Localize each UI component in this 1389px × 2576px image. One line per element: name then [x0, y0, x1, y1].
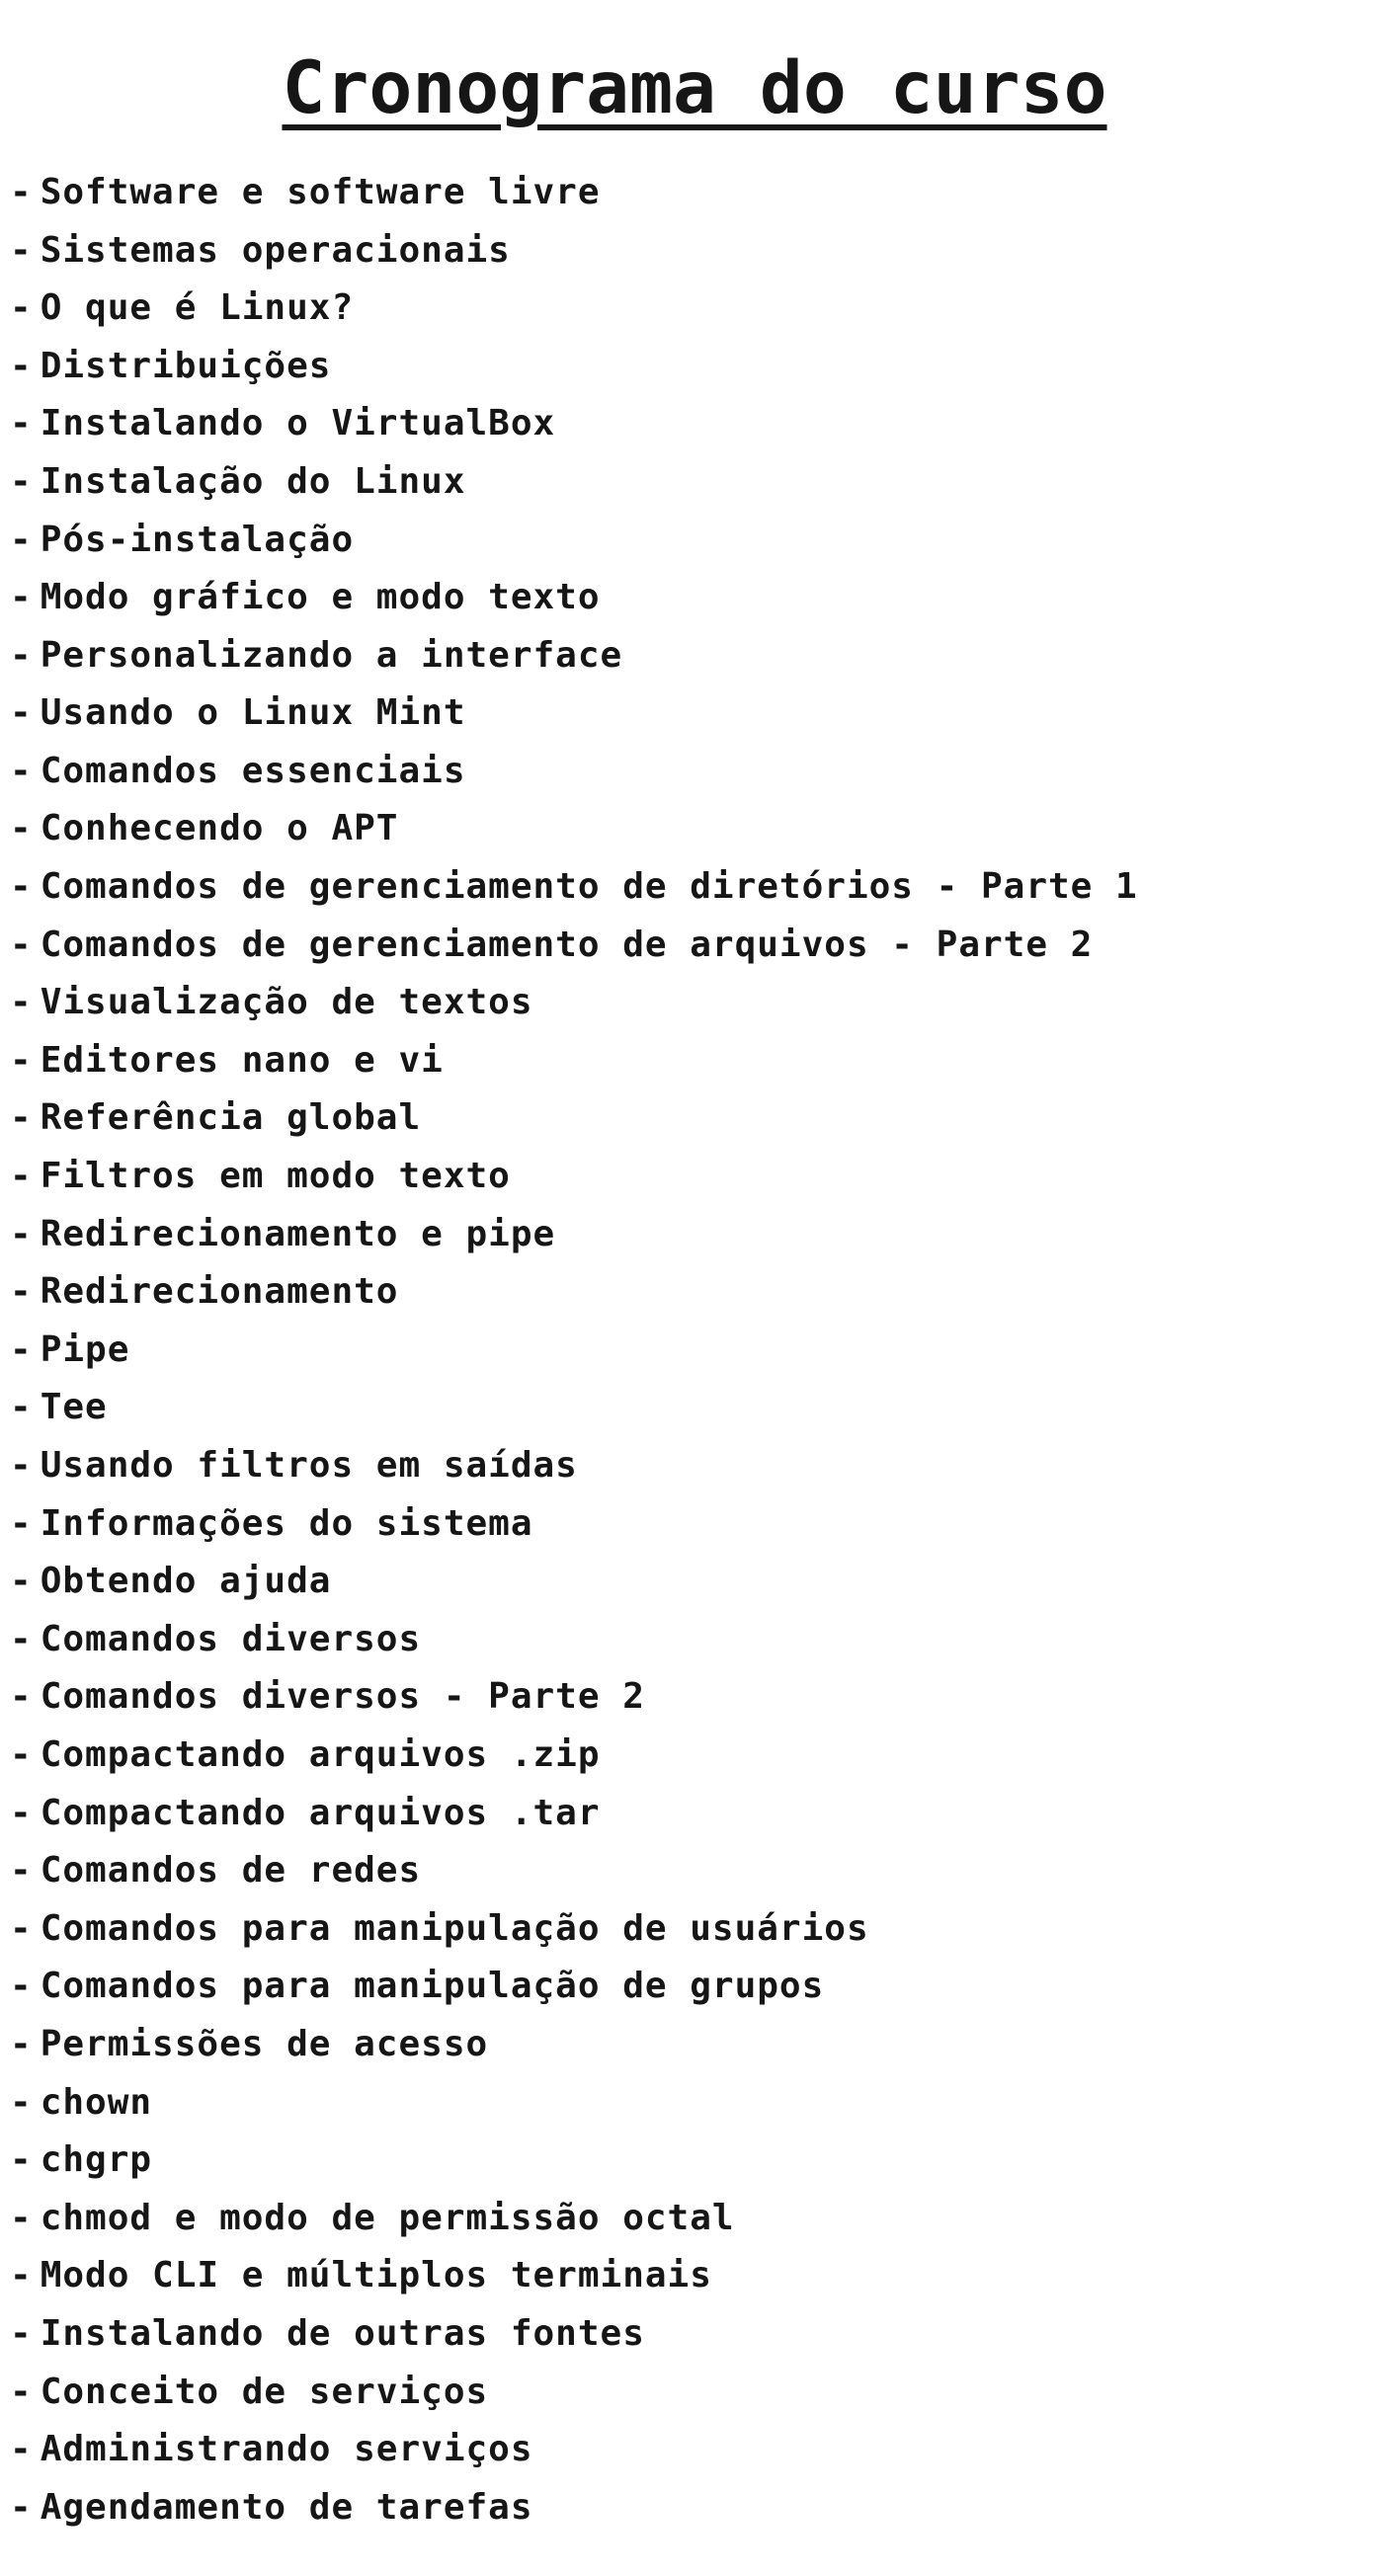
topic-label: Redirecionamento	[40, 1271, 399, 1313]
list-item	[10, 858, 1389, 917]
list-item	[10, 2074, 1389, 2133]
list-item	[10, 1611, 1389, 1669]
topic-label: Software e software livre	[40, 171, 601, 212]
topic-label: Agendamento de tarefas	[40, 2486, 533, 2528]
topic-label: Conceito de serviços	[40, 2371, 489, 2412]
list-item	[10, 164, 1389, 222]
topic-label: Personalizando a interface	[40, 634, 623, 676]
list-item	[10, 974, 1389, 1032]
topic-label: Modo CLI e múltiplos terminais	[40, 2255, 712, 2296]
topic-label: Comandos para manipulação de usuários	[40, 1907, 869, 1949]
list-item	[10, 1900, 1389, 1959]
bullet-dash: -	[10, 2139, 33, 2181]
topic-label: Usando filtros em saídas	[40, 1445, 578, 1486]
list-item	[10, 2364, 1389, 2422]
bullet-dash: -	[10, 1387, 33, 1428]
list-item	[10, 395, 1389, 453]
topic-label: chown	[40, 2081, 153, 2123]
bullet-dash: -	[10, 287, 33, 329]
topic-label: Filtros em modo texto	[40, 1156, 511, 1197]
bullet-dash: -	[10, 2255, 33, 2296]
bullet-dash: -	[10, 982, 33, 1023]
bullet-dash: -	[10, 171, 33, 212]
bullet-dash: -	[10, 2371, 33, 2412]
list-item	[10, 2421, 1389, 2479]
list-item	[10, 1032, 1389, 1090]
list-item	[10, 2479, 1389, 2537]
bullet-dash: -	[10, 750, 33, 791]
list-item	[10, 1785, 1389, 1843]
topic-label: Compactando arquivos .zip	[40, 1733, 601, 1775]
list-item	[10, 1379, 1389, 1437]
list-item	[10, 1553, 1389, 1611]
list-item	[10, 743, 1389, 801]
list-item	[10, 1148, 1389, 1206]
bullet-dash: -	[10, 2429, 33, 2470]
topic-label: Comandos de gerenciamento de arquivos - Parte 2	[40, 924, 1094, 965]
list-item	[10, 1263, 1389, 1322]
topic-label: Sistemas operacionais	[40, 229, 511, 271]
bullet-dash: -	[10, 2486, 33, 2528]
topic-label: Comandos de redes	[40, 1850, 422, 1892]
list-item	[10, 2247, 1389, 2305]
bullet-dash: -	[10, 808, 33, 849]
bullet-dash: -	[10, 1213, 33, 1254]
topic-label: Obtendo ajuda	[40, 1561, 332, 1602]
topic-label: Instalação do Linux	[40, 460, 466, 502]
bullet-dash: -	[10, 1618, 33, 1659]
bullet-dash: -	[10, 345, 33, 386]
topic-label: Compactando arquivos .tar	[40, 1792, 601, 1833]
topic-label: Pipe	[40, 1328, 130, 1370]
list-item	[10, 917, 1389, 975]
list-item	[10, 1322, 1389, 1380]
topic-label: Distribuições	[40, 345, 332, 386]
topic-label: Conhecendo o APT	[40, 808, 399, 849]
page-title: Cronograma do curso	[282, 46, 1107, 130]
list-item	[10, 1495, 1389, 1554]
list-item	[10, 1842, 1389, 1900]
topic-label: O que é Linux?	[40, 287, 355, 329]
bullet-dash: -	[10, 1907, 33, 1949]
bullet-dash: -	[10, 634, 33, 676]
topic-label: chmod e modo de permissão octal	[40, 2197, 735, 2238]
topic-label: Pós-instalação	[40, 519, 355, 560]
list-item	[10, 2305, 1389, 2364]
bullet-dash: -	[10, 2312, 33, 2354]
topic-label: Instalando o VirtualBox	[40, 403, 556, 444]
list-item	[10, 800, 1389, 858]
topic-label: Visualização de textos	[40, 982, 533, 1023]
topic-label: Informações do sistema	[40, 1502, 533, 1544]
topic-label: Redirecionamento e pipe	[40, 1213, 556, 1254]
topic-label: Administrando serviços	[40, 2429, 533, 2470]
topic-label: Permissões de acesso	[40, 2023, 489, 2064]
topic-label: Tee	[40, 1387, 108, 1428]
list-item	[10, 338, 1389, 396]
bullet-dash: -	[10, 229, 33, 271]
topic-label: Usando o Linux Mint	[40, 692, 466, 734]
list-item	[10, 1206, 1389, 1264]
bullet-dash: -	[10, 403, 33, 444]
topic-label: Instalando de outras fontes	[40, 2312, 645, 2354]
bullet-dash: -	[10, 1156, 33, 1197]
list-item	[10, 222, 1389, 281]
bullet-dash: -	[10, 692, 33, 734]
topic-label: Comandos diversos	[40, 1618, 422, 1659]
bullet-dash: -	[10, 1676, 33, 1718]
list-item	[10, 627, 1389, 685]
bullet-dash: -	[10, 1966, 33, 2007]
bullet-dash: -	[10, 1328, 33, 1370]
list-item	[10, 569, 1389, 627]
bullet-dash: -	[10, 1271, 33, 1313]
topic-label: Referência global	[40, 1097, 422, 1139]
topic-label: Comandos de gerenciamento de diretórios - Parte 1	[40, 866, 1138, 908]
bullet-dash: -	[10, 1097, 33, 1139]
list-item	[10, 1727, 1389, 1785]
bullet-dash: -	[10, 2023, 33, 2064]
list-item	[10, 1437, 1389, 1495]
list-item	[10, 512, 1389, 570]
list-item	[10, 684, 1389, 743]
bullet-dash: -	[10, 1502, 33, 1544]
list-item	[10, 280, 1389, 338]
bullet-dash: -	[10, 866, 33, 908]
bullet-dash: -	[10, 1850, 33, 1892]
bullet-dash: -	[10, 519, 33, 560]
topic-label: Modo gráfico e modo texto	[40, 577, 601, 618]
bullet-dash: -	[10, 460, 33, 502]
bullet-dash: -	[10, 1039, 33, 1081]
bullet-dash: -	[10, 1445, 33, 1486]
list-item	[10, 2190, 1389, 2248]
topic-label: Comandos para manipulação de grupos	[40, 1966, 825, 2007]
bullet-dash: -	[10, 1792, 33, 1833]
list-item	[10, 1089, 1389, 1148]
bullet-dash: -	[10, 2081, 33, 2123]
bullet-dash: -	[10, 1561, 33, 1602]
list-item	[10, 453, 1389, 512]
topic-label: Editores nano e vi	[40, 1039, 444, 1081]
bullet-dash: -	[10, 1733, 33, 1775]
topic-label: Comandos diversos - Parte 2	[40, 1676, 645, 1718]
bullet-dash: -	[10, 2197, 33, 2238]
list-item	[10, 2132, 1389, 2190]
topic-list	[0, 164, 1389, 2536]
list-item	[10, 1668, 1389, 1727]
topic-label: Comandos essenciais	[40, 750, 466, 791]
bullet-dash: -	[10, 924, 33, 965]
topic-label: chgrp	[40, 2139, 153, 2181]
list-item	[10, 1958, 1389, 2016]
bullet-dash: -	[10, 577, 33, 618]
list-item	[10, 2016, 1389, 2074]
